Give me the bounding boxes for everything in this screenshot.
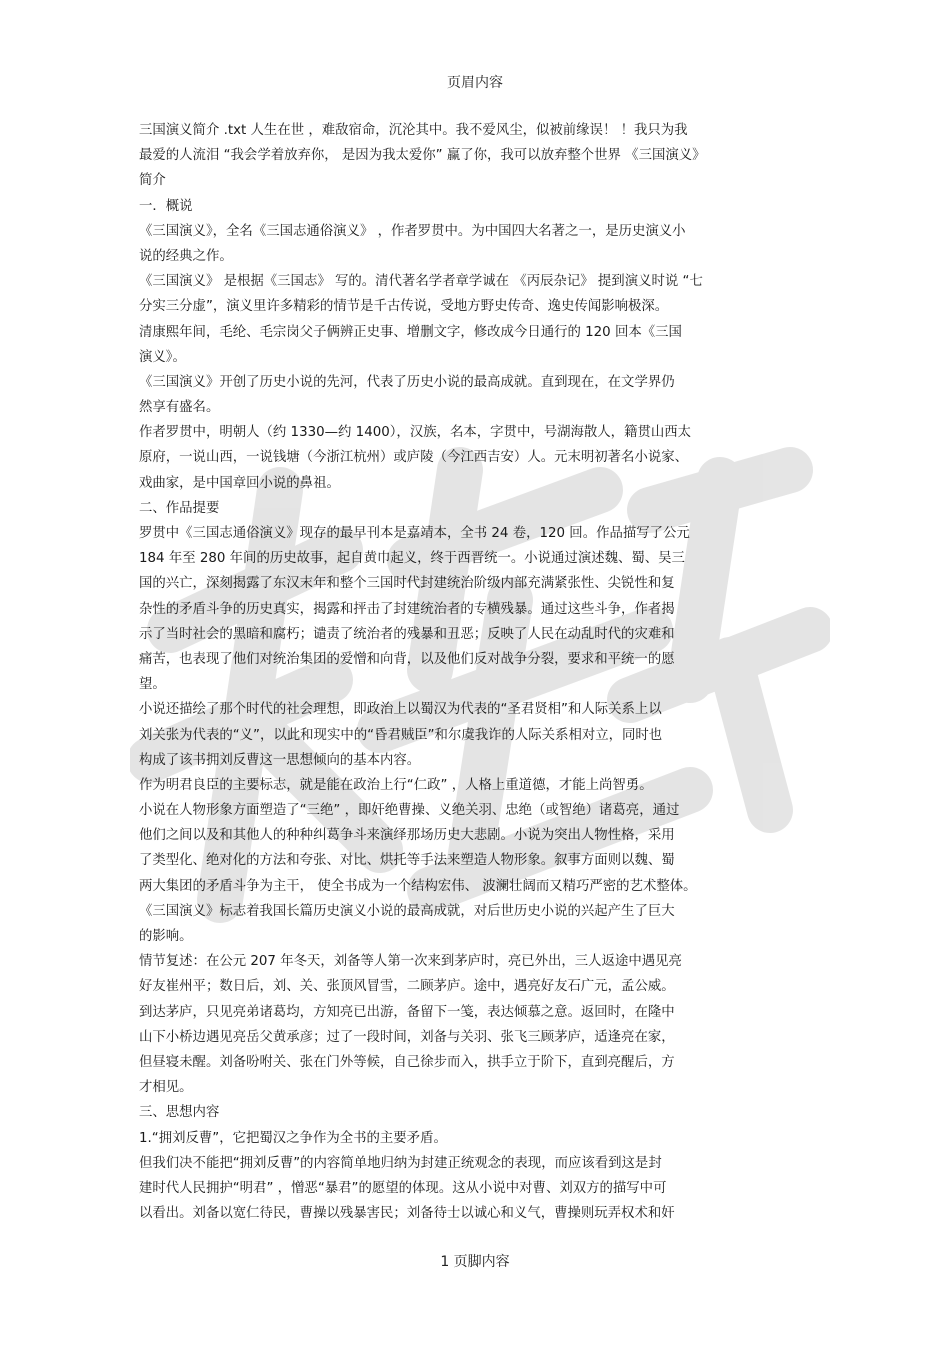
text-line: 刘关张为代表的“义”，以此和现实中的“昏君贼臣”和尔虞我诈的人际关系相对立，同时也 xyxy=(139,727,663,743)
text-line: 国的兴亡，深刻揭露了东汉末年和整个三国时代封建统治阶级内部充满紧张性、尖锐性和复 xyxy=(139,576,675,592)
page-header: 页眉内容 xyxy=(447,75,503,91)
text-line: 《三国演义》，全名《三国志通俗演义》 ，作者罗贯中。为中国四大名著之一，是历史演义小 xyxy=(139,223,686,239)
page-footer: 1 页脚内容 xyxy=(440,1254,510,1270)
text-line: 简介 xyxy=(139,173,166,189)
text-line: 了类型化、绝对化的方法和夸张、对比、烘托等手法来塑造人物形象。叙事方面则以魏、蜀 xyxy=(139,853,675,869)
text-line: 小说还描绘了那个时代的社会理想，即政治上以蜀汉为代表的“圣君贤相”和人际关系上以 xyxy=(139,702,662,718)
text-line: 罗贯中《三国志通俗演义》现存的最早刊本是嘉靖本，全书 24 卷，120 回。作品描写了公元 xyxy=(139,526,690,541)
text-line: 以看出。刘备以宽仁待民，曹操以残暴害民；刘备待士以诚心和义气，曹操则玩弄权术和奸 xyxy=(139,1206,675,1222)
text-line: 三、思想内容 xyxy=(139,1105,220,1121)
text-line: 但昼寝未醒。刘备吩咐关、张在门外等候，自己徐步而入，拱手立于阶下，直到亮醒后，方 xyxy=(139,1054,675,1070)
text-line: 戏曲家，是中国章回小说的鼻祖。 xyxy=(139,475,340,491)
text-line: 184 年至 280 年间的历史故事，起自黄巾起义，终于西晋统一。小说通过演述魏、蜀、吴三 xyxy=(139,551,685,567)
text-line: 演义》。 xyxy=(139,349,186,365)
text-line: 但我们决不能把“拥刘反曹”的内容简单地归纳为封建正统观念的表现，而应该看到这是封 xyxy=(139,1155,662,1171)
text-line: 1.“拥刘反曹”，它把蜀汉之争作为全书的主要矛盾。 xyxy=(139,1130,447,1146)
text-line: 到达茅庐，只见亮弟诸葛均，方知亮已出游，备留下一笺，表达倾慕之意。返回时，在隆中 xyxy=(139,1004,675,1020)
text-line: 二、作品提要 xyxy=(139,500,220,516)
text-line: 《三国演义》开创了历史小说的先河，代表了历史小说的最高成就。直到现在，在文学界仍 xyxy=(139,374,675,390)
text-line: 《三国演义》 是根据《三国志》 写的。清代著名学者章学诚在 《丙辰杂记》 提到演义时说 “七 xyxy=(139,274,703,290)
text-line: 三国演义简介 .txt 人生在世 ，难敌宿命，沉沦其中。我不爱风尘，似被前缘误！ ！我只为我 xyxy=(139,123,688,138)
text-line: 的影响。 xyxy=(139,929,193,944)
text-line: 小说在人物形象方面塑造了“三绝” ，即奸绝曹操、义绝关羽、忠绝（或智绝）诸葛亮，通过 xyxy=(139,803,680,819)
text-line: 才相见。 xyxy=(139,1080,193,1096)
text-line: 最爱的人流泪 “我会学着放弃你， 是因为我太爱你” 赢了你，我可以放弃整个世界 《三国演义》 xyxy=(139,148,706,164)
text-line: 情节复述：在公元 207 年冬天，刘备等人第一次来到茅庐时，亮已外出，三人返途中遇见亮 xyxy=(139,954,682,970)
text-line: 一．概说 xyxy=(139,198,193,214)
text-line: 构成了该书拥刘反曹这一思想倾向的基本内容。 xyxy=(139,752,421,768)
text-line: 作为明君良臣的主要标志，就是能在政治上行“仁政” ，人格上重道德，才能上尚智勇。 xyxy=(139,777,653,793)
text-line: 清康熙年间，毛纶、毛宗岗父子俩辨正史事、增删文字，修改成今日通行的 120 回本《三国 xyxy=(139,324,682,340)
text-line: 示了当时社会的黑暗和腐朽；谴责了统治者的残暴和丑恶；反映了人民在动乱时代的灾难和 xyxy=(139,626,675,642)
document-body xyxy=(139,118,819,1226)
text-line: 望。 xyxy=(139,677,166,693)
text-line: 然享有盛名。 xyxy=(139,400,220,416)
text-line: 原府，一说山西，一说钱塘（今浙江杭州）或庐陵（今江西吉安）人。元末明初著名小说家、 xyxy=(139,450,689,466)
text-line: 两大集团的矛盾斗争为主干， 使全书成为一个结构宏伟、 波澜壮阔而又精巧严密的艺术整体。 xyxy=(139,878,697,894)
text-line: 好友崔州平；数日后，刘、关、张顶风冒雪，二顾茅庐。途中，遇亮好友石广元，孟公威。 xyxy=(139,979,675,995)
text-line: 他们之间以及和其他人的种种纠葛争斗来演绎那场历史大悲剧。小说为突出人物性格，采用 xyxy=(139,828,675,844)
text-line: 作者罗贯中，明朝人（约 1330—约 1400），汉族，名本，字贯中，号湖海散人，籍贯山西太 xyxy=(139,425,692,441)
text-line: 痛苦，也表现了他们对统治集团的爱憎和向背，以及他们反对战争分裂，要求和平统一的愿 xyxy=(139,651,675,667)
text-line: 山下小桥边遇见亮岳父黄承彦；过了一段时间，刘备与关羽、张飞三顾茅庐，适逢亮在家， xyxy=(139,1029,675,1045)
text-line: 说的经典之作。 xyxy=(139,248,233,264)
text-line: 建时代人民拥护“明君” ，憎恶“暴君”的愿望的体现。这从小说中对曹、刘双方的描写中可 xyxy=(139,1180,667,1196)
text-line: 《三国演义》标志着我国长篇历史演义小说的最高成就，对后世历史小说的兴起产生了巨大 xyxy=(139,903,675,919)
text-line: 杂性的矛盾斗争的历史真实，揭露和抨击了封建统治者的专横残暴。通过这些斗争，作者揭 xyxy=(139,601,675,617)
text-line: 分实三分虚”，演义里许多精彩的情节是千古传说，受地方野史传奇、逸史传闻影响极深。 xyxy=(139,299,669,315)
